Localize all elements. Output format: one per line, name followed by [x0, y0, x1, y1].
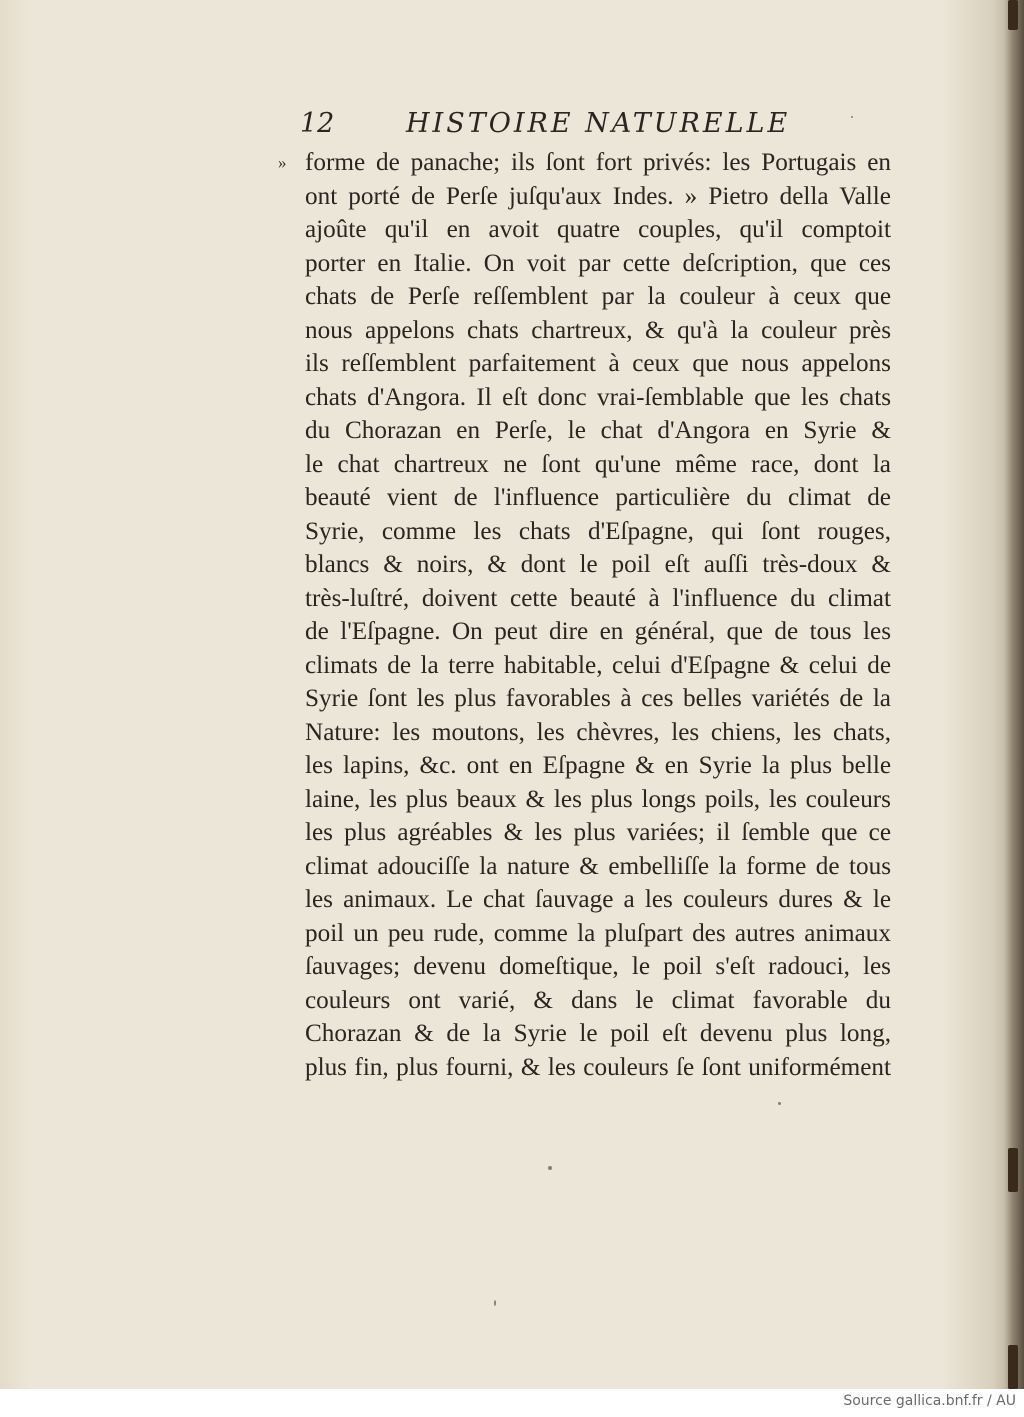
- text-line: [278, 1051, 918, 1085]
- text-line: [278, 146, 918, 180]
- line-text: très-luſtré, doivent cette beauté à l'influence du climat: [305, 584, 891, 612]
- line-text: ſauvages; devenu domeſtique, le poil s'eſt radouci, les: [305, 953, 891, 980]
- quotation-marker: »: [278, 153, 287, 172]
- page-header: [300, 104, 800, 144]
- text-line: [278, 649, 918, 683]
- line-text: le chat chartreux ne ſont qu'une même race, dont la: [305, 450, 891, 478]
- line-text: nous appelons chats chartreux, & qu'à la couleur près: [305, 316, 891, 344]
- line-text: ont porté de Perſe juſqu'aux Indes. » Pietro della Valle: [305, 182, 891, 210]
- line-text: les plus agréables & les plus variées; il ſemble que ce: [305, 819, 891, 846]
- text-line: [278, 280, 918, 314]
- line-text: poil un peu rude, comme la pluſpart des autres animaux: [305, 919, 891, 947]
- running-title: HISTOIRE NATURELLE: [406, 108, 791, 139]
- text-line: [278, 180, 918, 214]
- line-text: chats d'Angora. Il eſt donc vrai-ſemblable que les chats: [305, 383, 891, 411]
- text-line: [278, 515, 918, 549]
- line-text: Chorazan & de la Syrie le poil eſt devenu plus long,: [305, 1020, 891, 1047]
- source-attribution: Source gallica.bnf.fr / AU: [843, 1393, 1016, 1409]
- text-line: [278, 917, 918, 951]
- text-line: [278, 1017, 918, 1051]
- spine-binding-mark: [1008, 1345, 1018, 1389]
- line-text: beauté vient de l'influence particulière du climat de: [305, 484, 891, 511]
- text-line: [278, 716, 918, 750]
- text-line: [278, 850, 918, 884]
- spine-binding-mark: [1008, 0, 1018, 30]
- book-spine: [1004, 0, 1024, 1389]
- line-text: Nature: les moutons, les chèvres, les chiens, les chats,: [305, 718, 891, 746]
- paper-speck: [494, 1300, 496, 1306]
- line-text: forme de panache; ils ſont fort privés: les Portugais en: [305, 149, 891, 176]
- text-line: [278, 314, 918, 348]
- line-text: climat adouciſſe la nature & embelliſſe la forme de tous: [305, 852, 891, 880]
- text-line: [278, 381, 918, 415]
- text-line: [278, 783, 918, 817]
- text-line: [278, 582, 918, 616]
- line-text: les lapins, &c. ont en Eſpagne & en Syrie la plus belle: [305, 752, 891, 779]
- text-line: [278, 950, 918, 984]
- text-line: [278, 247, 918, 281]
- line-text: chats de Perſe reſſemblent par la couleur à ceux que: [305, 283, 891, 310]
- paper-speck: [778, 1102, 781, 1105]
- text-line: [278, 213, 918, 247]
- line-text: blancs & noirs, & dont le poil eſt auſſi très-doux &: [305, 551, 891, 578]
- text-line: [278, 448, 918, 482]
- line-text: laine, les plus beaux & les plus longs poils, les couleurs: [305, 785, 891, 813]
- text-line: [278, 883, 918, 917]
- text-line: [278, 414, 918, 448]
- line-text: de l'Eſpagne. On peut dire en général, que de tous les: [305, 618, 891, 645]
- line-text: plus fin, plus fourni, & les couleurs ſe ſont uniformément: [305, 1053, 891, 1081]
- line-text: du Chorazan en Perſe, le chat d'Angora en Syrie &: [305, 417, 891, 444]
- line-text: Syrie ſont les plus favorables à ces belles variétés de la: [305, 685, 891, 712]
- text-line: [278, 548, 918, 582]
- paper-speck: [851, 116, 853, 118]
- text-line: [278, 816, 918, 850]
- line-text: couleurs ont varié, & dans le climat favorable du: [305, 986, 891, 1014]
- text-line: [278, 481, 918, 515]
- line-text: ajoûte qu'il en avoit quatre couples, qu'il comptoit: [305, 216, 891, 243]
- line-text: Syrie, comme les chats d'Eſpagne, qui ſont rouges,: [305, 517, 891, 545]
- text-line: [278, 347, 918, 381]
- body-text: [278, 146, 918, 1084]
- text-line: [278, 749, 918, 783]
- text-line: [278, 984, 918, 1018]
- text-line: [278, 682, 918, 716]
- line-text: porter en Italie. On voit par cette deſcription, que ces: [305, 249, 891, 277]
- line-text: ils reſſemblent parfaitement à ceux que nous appelons: [305, 350, 891, 377]
- line-text: climats de la terre habitable, celui d'Eſpagne & celui de: [305, 651, 891, 679]
- spine-binding-mark: [1008, 1148, 1018, 1192]
- line-text: les animaux. Le chat ſauvage a les couleurs dures & le: [305, 886, 891, 913]
- paper-speck: [548, 1166, 552, 1170]
- page-number: 12: [300, 108, 335, 139]
- text-line: [278, 615, 918, 649]
